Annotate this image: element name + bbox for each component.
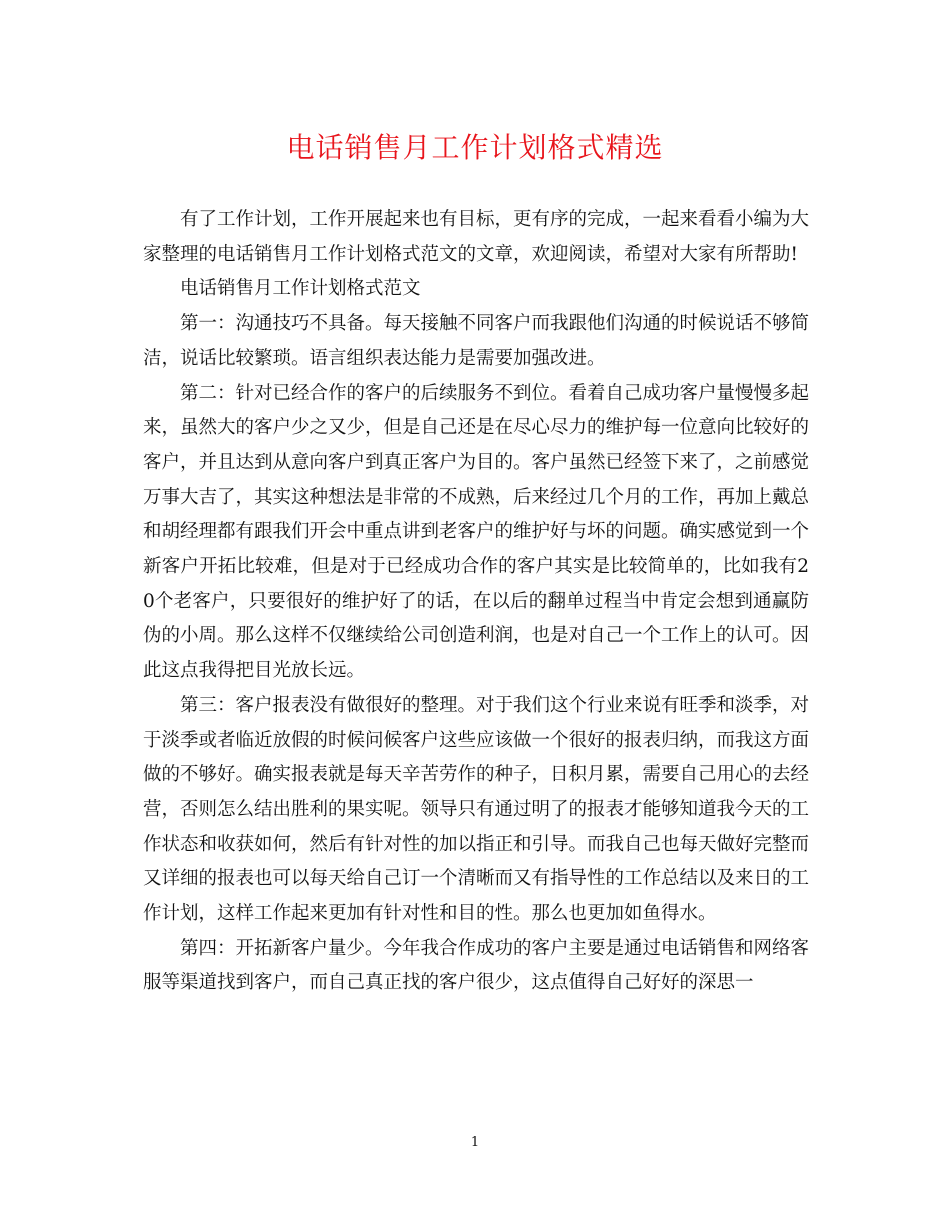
paragraph-intro: 有了工作计划，工作开展起来也有目标，更有序的完成，一起来看看小编为大家整理的电话销售月工作计划格式范文的文章，欢迎阅读，希望对大家有所帮助!: [143, 209, 810, 265]
paragraph-point-4: 第四：开拓新客户量少。今年我合作成功的客户主要是通过电话销售和网络客服等渠道找到客户，而自己真正找的客户很少，这点值得自己好好的深思一: [143, 937, 810, 994]
paragraph-subtitle: 电话销售月工作计划格式范文: [180, 278, 421, 300]
paragraph-point-2: 第二：针对已经合作的客户的后续服务不到位。看着自己成功客户量慢慢多起来，虽然大的客户少之又少，但是自己还是在尽心尽力的维护每一位意向比较好的客户，并且达到从意向客户到真正客户为目的。客户虽然已经签下来了，之前感觉万事大吉了，其实这种想法是非常的不成熟，后来经过几个月的工作，再加上戴总和胡经理都有跟我们开会中重点讲到老客户的维护好与坏的问题。确实感觉到一个新客户开拓比较难，但是对于已经成功合作的客户其实是比较简单的，比如我有20个老客户，只要很好的维护好了的话，在以后的翻单过程当中肯定会想到通赢防伪的小周。那么这样不仅继续给公司创造利润，也是对自己一个工作上的认可。因此这点我得把目光放长远。: [143, 382, 810, 682]
document-title: 电话销售月工作计划格式精选: [286, 131, 664, 164]
paragraph-point-1: 第一：沟通技巧不具备。每天接触不同客户而我跟他们沟通的时候说话不够简洁，说话比较繁琐。语言组织表达能力是需要加强改进。: [143, 313, 810, 369]
paragraph-point-3: 第三：客户报表没有做很好的整理。对于我们这个行业来说有旺季和淡季，对于淡季或者临近放假的时候问候客户这些应该做一个很好的报表归纳，而我这方面做的不够好。确实报表就是每天辛苦劳作的种子，日积月累，需要自己用心的去经营，否则怎么结出胜利的果实呢。领导只有通过明了的报表才能够知道我今天的工作状态和收获如何，然后有针对性的加以指正和引导。而我自己也每天做好完整而又详细的报表也可以每天给自己订一个清晰而又有指导性的工作总结以及来日的工作计划，这样工作起来更加有针对性和目的性。那么也更加如鱼得水。: [143, 694, 810, 925]
document-body: [143, 203, 809, 1001]
page-number: 1: [470, 1135, 480, 1150]
